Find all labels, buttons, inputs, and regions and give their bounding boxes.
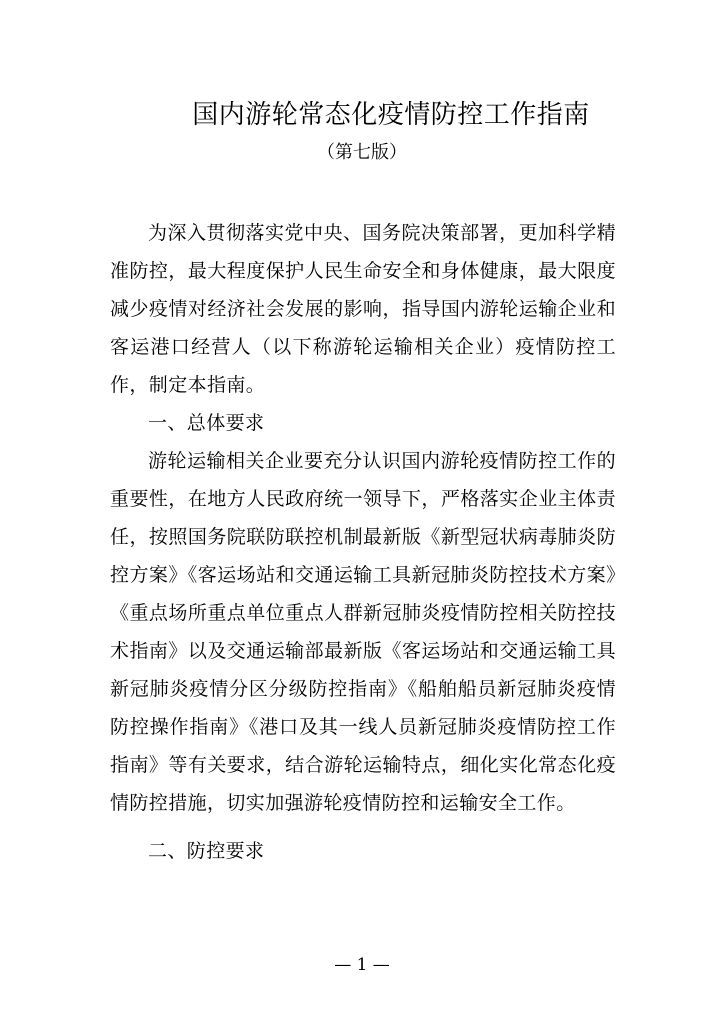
section-heading-general-requirements: 一、总体要求 xyxy=(148,412,265,434)
general-requirements-paragraph: 游轮运输相关企业要充分认识国内游轮疫情防控工作的重要性，在地方人民政府统一领导下，严格落实企业主体责任，按照国务院联防联控机制最新版《新型冠状病毒肺炎防控方案》《客运场站和交通运输工具新冠肺炎防控技术方案》《重点场所重点单位重点人群新冠肺炎疫情防控相关防控技术指南》以及交通运输部最新版《客运场站和交通运输工具新冠肺炎疫情分区分级防控指南》《船舶船员新冠肺炎疫情防控操作指南》《港口及其一线人员新冠肺炎疫情防控工作指南》等有关要求，结合游轮运输特点，细化实化常态化疫情防控措施，切实加强游轮疫情防控和运输安全工作。 xyxy=(110,450,616,814)
document-subtitle: （第七版） xyxy=(317,142,407,163)
section-heading-prevention-requirements: 二、防控要求 xyxy=(148,840,265,862)
section-spacer xyxy=(110,822,616,832)
page-number: — 1 — xyxy=(334,955,390,975)
intro-paragraph: 为深入贯彻落实党中央、国务院决策部署，更加科学精准防控，最大程度保护人民生命安全和身体健康，最大限度减少疫情对经济社会发展的影响，指导国内游轮运输企业和客运港口经营人（以下称游轮运输相关企业）疫情防控工作，制定本指南。 xyxy=(110,222,616,396)
document-body xyxy=(110,214,616,870)
document-title: 国内游轮常态化疫情防控工作指南 xyxy=(192,100,590,130)
